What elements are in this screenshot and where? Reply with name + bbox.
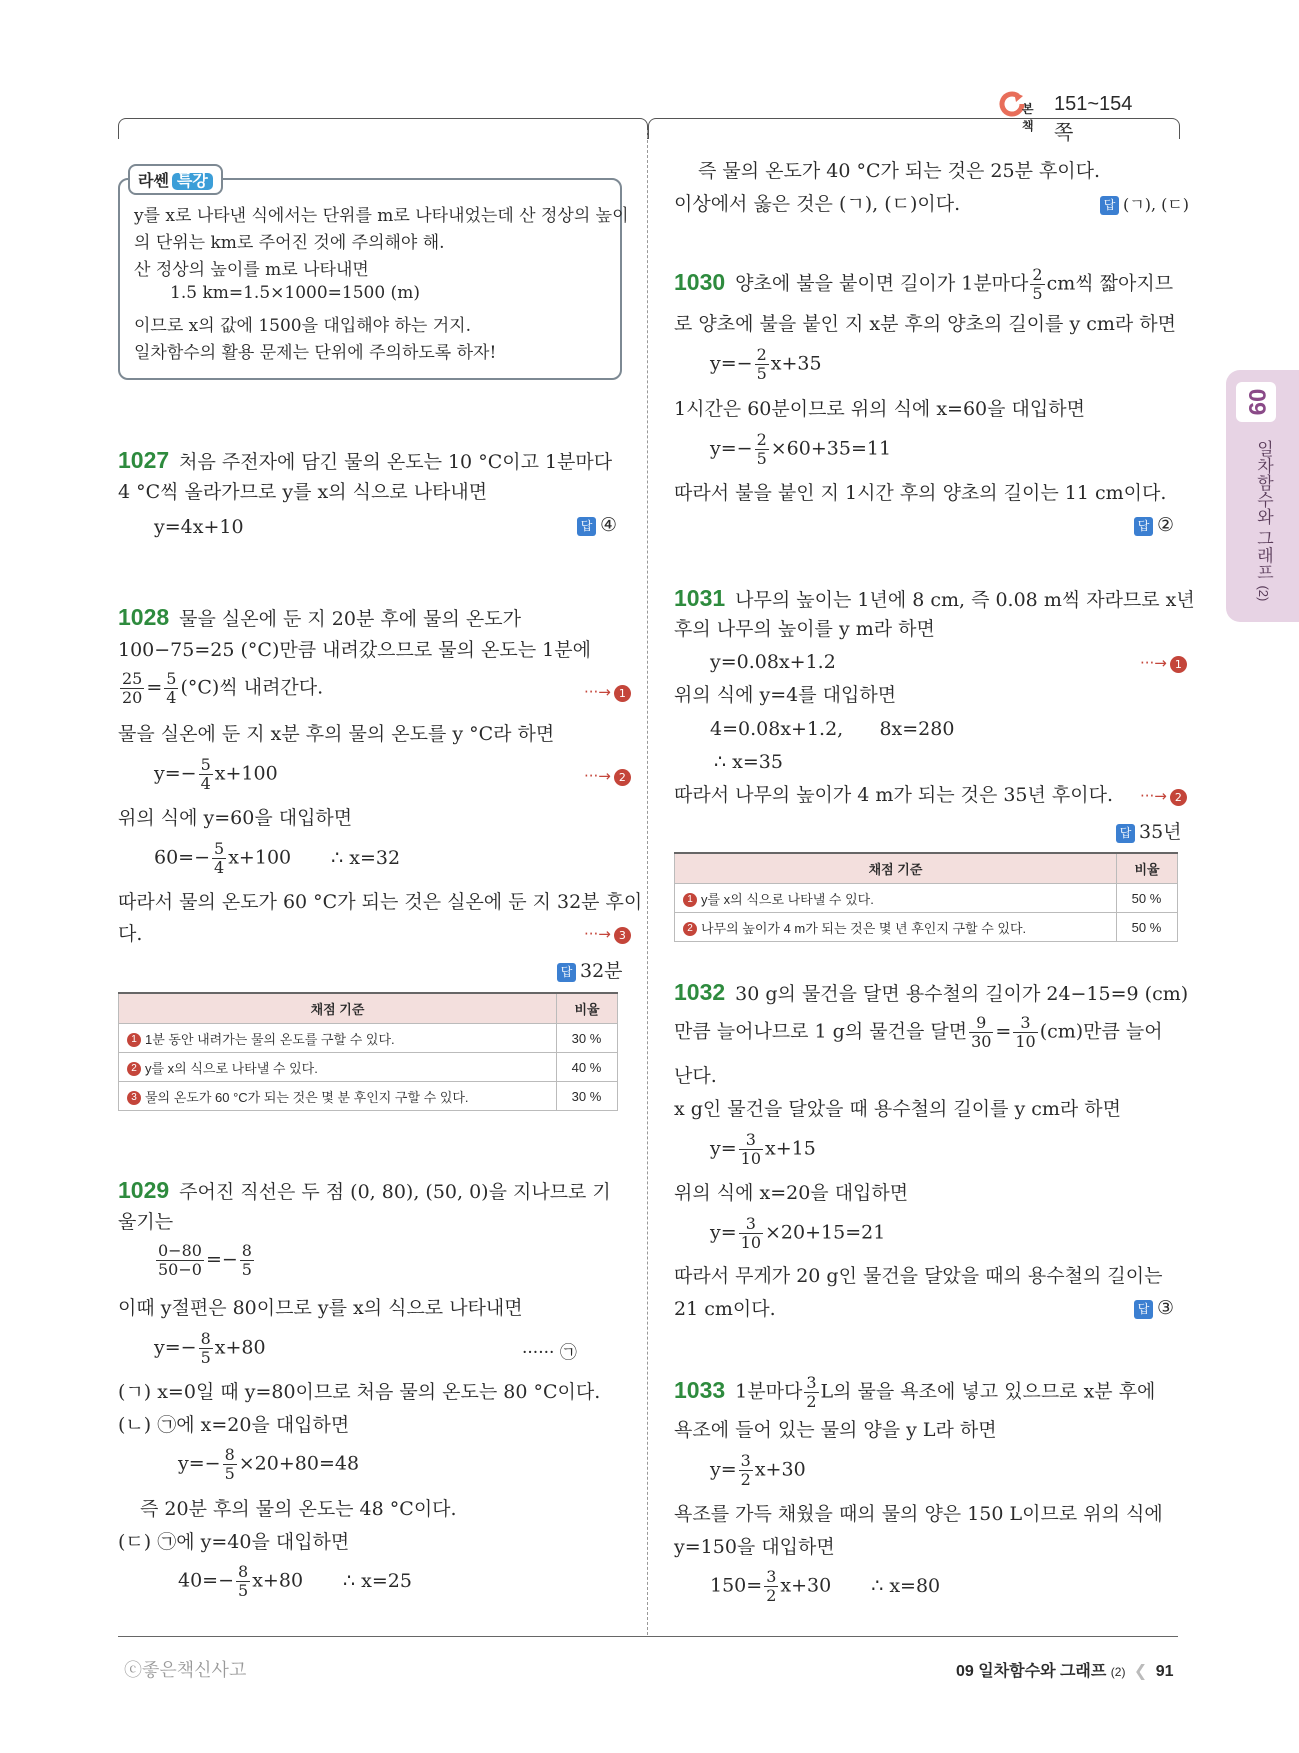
tip-line: 1.5 km=1.5×1000=1500 (m) (170, 283, 420, 303)
answer-1028 (557, 956, 623, 983)
tip-line: y를 x로 나타낸 식에서는 단위를 m로 나타내었는데 산 정상의 높이 (134, 206, 629, 226)
problem-1033-line (674, 1374, 1155, 1411)
tip-line: 일차함수의 활용 문제는 단위에 주의하도록 하자! (134, 343, 497, 363)
text: ∴ x=80 (871, 1574, 941, 1597)
text-line: x g인 물건을 달았을 때 용수철의 길이를 y cm라 하면 (674, 1098, 1121, 1120)
tip-line: 산 정상의 높이를 m로 나타내면 (134, 260, 369, 280)
criterion-number: 2 (127, 1062, 141, 1076)
fraction (223, 1446, 237, 1483)
text-line: 1시간은 60분이므로 위의 식에 x=60을 대입하면 (674, 398, 1085, 420)
fraction (755, 431, 769, 468)
criterion-number: 2 (683, 922, 697, 936)
numerator: 8 (224, 1445, 235, 1464)
answer-mark: 답 (1134, 517, 1153, 536)
problem-number: 1032 (674, 979, 726, 1005)
equation (710, 1215, 885, 1252)
answer-value: (ㄱ), (ㄷ) (1123, 195, 1190, 214)
left-frame (118, 118, 648, 139)
table-header: 비율 (557, 993, 618, 1024)
denominator: 5 (756, 449, 767, 468)
text: 30 g의 물건을 달면 용수철의 길이가 24−15=9 (cm) (735, 983, 1189, 1005)
text-line: 욕조를 가득 채웠을 때의 물의 양은 150 L이므로 위의 식에 (674, 1503, 1163, 1525)
answer-value: 32분 (580, 960, 623, 982)
answer-value: ② (1157, 514, 1175, 536)
answer-1032 (1134, 1297, 1174, 1319)
fraction (240, 1242, 254, 1279)
denominator: 10 (1015, 1032, 1036, 1051)
text-line: 따라서 불을 붙인 지 1시간 후의 양초의 길이는 11 cm이다. (674, 482, 1167, 504)
table-header: 채점 기준 (119, 993, 557, 1024)
problem-1031-line (674, 586, 1195, 612)
equation: y=0.08x+1.2 (710, 651, 836, 673)
numerator: 3 (806, 1373, 817, 1392)
equation (710, 1131, 816, 1168)
text: ×20+15=21 (765, 1221, 886, 1244)
chapter-side-tab (1226, 370, 1299, 622)
text: y= (710, 1221, 737, 1244)
equation (154, 1330, 266, 1367)
denominator: 2 (806, 1392, 817, 1411)
numerator: 3 (740, 1451, 751, 1470)
fraction (212, 840, 226, 877)
criterion-ratio: 30 % (557, 1082, 618, 1111)
criterion-text: y를 x의 식으로 나타낼 수 있다. (145, 1060, 318, 1076)
fraction (755, 346, 769, 383)
text-line: 이때 y절편은 80이므로 y를 x의 식으로 나타내면 (118, 1297, 523, 1319)
fraction (236, 1563, 250, 1600)
numerator: 8 (238, 1562, 249, 1581)
text-line: y=150을 대입하면 (674, 1536, 835, 1558)
text-line: 즉 물의 온도가 40 °C가 되는 것은 25분 후이다. (698, 160, 1101, 182)
denominator: 50−0 (158, 1260, 202, 1279)
numerator: 2 (756, 430, 767, 449)
text-line: 로 양초에 불을 붙인 지 x분 후의 양초의 길이를 y cm라 하면 (674, 313, 1176, 335)
text: y= (710, 1137, 737, 1160)
numerator: 5 (200, 755, 211, 774)
chapter-title-sub: (2) (1256, 585, 1271, 602)
equation (154, 756, 278, 793)
text: y=− (154, 762, 197, 785)
chevron-left-icon: ❮ (1133, 1663, 1148, 1680)
text-line: 난다. (674, 1065, 717, 1087)
text: ×20+80=48 (238, 1452, 360, 1475)
equation (154, 840, 400, 877)
problem-1027-line (118, 448, 612, 474)
criterion-ratio: 30 % (557, 1024, 618, 1053)
fraction (739, 1452, 753, 1489)
table-header: 채점 기준 (675, 853, 1117, 884)
text: x+100 (214, 762, 278, 785)
criterion-text: y를 x의 식으로 나타낼 수 있다. (701, 891, 874, 907)
denominator: 5 (1032, 284, 1043, 303)
step-marker-2: ···→ 2 (1140, 787, 1187, 806)
equation: ∴ x=35 (714, 751, 783, 773)
text: 양초에 불을 붙이면 길이가 1분마다 (735, 272, 1029, 295)
column-divider (647, 130, 648, 1635)
text-line: (ㄷ) ㉠에 y=40을 대입하면 (118, 1531, 350, 1553)
step-marker-1: ···→ 1 (1140, 654, 1187, 673)
text: y=− (154, 1336, 197, 1359)
text: ×60+35=11 (770, 437, 892, 460)
problem-number: 1030 (674, 268, 726, 295)
text-line: (ㄴ) ㉠에 x=20을 대입하면 (118, 1414, 350, 1436)
denominator: 30 (971, 1032, 992, 1051)
tip-tab (128, 164, 223, 195)
problem-1032-line (674, 980, 1188, 1006)
fraction (764, 1568, 778, 1605)
table-row (119, 1024, 618, 1053)
numerator: 2 (1032, 265, 1043, 284)
page-range: 151~154쪽 (1054, 93, 1133, 144)
tip-tab-a: 라쎈 (138, 173, 169, 190)
answer-value: ④ (600, 514, 618, 536)
text: 처음 주전자에 담긴 물의 온도는 10 °C이고 1분마다 (179, 451, 613, 473)
problem-1028-line (118, 605, 521, 631)
chapter-title (1236, 440, 1276, 601)
equation: y=4x+10 (154, 516, 244, 538)
text-line: 4 °C씩 올라가므로 y를 x의 식으로 나타내면 (118, 481, 488, 503)
text-line: 21 cm이다. (674, 1298, 776, 1320)
equation (710, 431, 891, 468)
criterion-number: 3 (127, 1091, 141, 1105)
table-row (119, 1053, 618, 1082)
text: = (995, 1020, 1012, 1043)
criterion-text: 물의 온도가 60 °C가 되는 것은 몇 분 후인지 구할 수 있다. (145, 1089, 469, 1105)
criterion-number: 1 (127, 1033, 141, 1047)
tip-line: 의 단위는 km로 주어진 것에 주의해야 해. (134, 233, 445, 253)
problem-number: 1029 (118, 1177, 170, 1203)
fraction-line: $\frac{25}{20}$ = $\frac{5}{4}$ (°C)씩 내려간다. (122, 669, 324, 707)
equation (710, 1568, 940, 1605)
scoring-table-1028 (118, 992, 618, 1111)
numerator: 5 (214, 839, 225, 858)
text-line: 후의 나무의 높이를 y m라 하면 (674, 618, 935, 640)
numerator: 25 (122, 669, 143, 688)
text: =− (205, 1248, 238, 1271)
right-frame (648, 118, 1180, 139)
text: (°C)씩 내려간다. (180, 676, 324, 699)
numerator: 8 (200, 1329, 211, 1348)
footer-chapter (956, 1658, 1174, 1681)
text: 1분마다 (735, 1380, 803, 1403)
answer-value: 35년 (1139, 821, 1182, 843)
criterion-ratio: 50 % (1117, 884, 1178, 913)
fraction (156, 1242, 204, 1279)
text: ∴ x=32 (331, 846, 401, 869)
table-row (675, 913, 1178, 942)
criterion-text: 나무의 높이가 4 m가 되는 것은 몇 년 후인지 구할 수 있다. (701, 920, 1027, 936)
fraction (1030, 266, 1044, 303)
denominator: 2 (766, 1586, 777, 1605)
text: 60=− (154, 846, 211, 869)
step-marker-1: ···→ 1 (584, 683, 631, 702)
answer-1027 (577, 514, 617, 536)
text: x+30 (754, 1458, 806, 1481)
text-line: 즉 20분 후의 물의 온도는 48 °C이다. (140, 1498, 457, 1520)
text-line: 따라서 무게가 20 g인 물건을 달았을 때의 용수철의 길이는 (674, 1265, 1163, 1287)
numerator: 3 (1013, 1014, 1037, 1033)
problem-1029-line (118, 1178, 611, 1204)
fraction (1013, 1014, 1037, 1051)
text: L의 물을 욕조에 넣고 있으므로 x분 후에 (820, 1380, 1156, 1403)
denominator: 5 (756, 364, 767, 383)
text: x+35 (770, 352, 822, 375)
equation (154, 1242, 256, 1279)
numerator: 3 (766, 1567, 777, 1586)
answer-mark: 답 (577, 517, 596, 536)
fraction-line (674, 1014, 1163, 1051)
denominator: 2 (740, 1470, 751, 1489)
text-line: 울기는 (118, 1211, 174, 1233)
criterion-text: 1분 동안 내려가는 물의 온도를 구할 수 있다. (145, 1031, 395, 1047)
criterion-ratio: 50 % (1117, 913, 1178, 942)
text-line: (ㄱ) x=0일 때 y=80이므로 처음 물의 온도는 80 °C이다. (118, 1381, 601, 1403)
answer-1031 (1116, 817, 1182, 844)
fraction (199, 1330, 213, 1367)
text-line: 이상에서 옳은 것은 (ㄱ), (ㄷ)이다. (674, 193, 961, 215)
text: x+80 (252, 1569, 304, 1592)
text: 주어진 직선은 두 점 (0, 80), (50, 0)을 지나므로 기 (179, 1181, 611, 1203)
problem-number: 1033 (674, 1376, 726, 1403)
numerator: 2 (756, 345, 767, 364)
denominator: 10 (740, 1149, 762, 1168)
text: x+30 (780, 1574, 832, 1597)
denominator: 5 (241, 1260, 252, 1279)
answer-mark: 답 (1100, 196, 1119, 215)
text-line: 다. (118, 923, 143, 945)
denominator: 5 (224, 1464, 235, 1483)
equation: 4=0.08x+1.2, 8x=280 (710, 718, 955, 740)
problem-number: 1031 (674, 585, 726, 611)
text-line: 위의 식에 x=20을 대입하면 (674, 1182, 909, 1204)
text: 물을 실온에 둔 지 20분 후에 물의 온도가 (179, 608, 521, 630)
text: x+100 (228, 846, 292, 869)
chapter-title-text: 일차함수와 그래프 (1254, 440, 1273, 581)
fraction (164, 670, 178, 707)
answer-1029 (1100, 192, 1189, 215)
text-line: 100−75=25 (°C)만큼 내려갔으므로 물의 온도는 1분에 (118, 639, 591, 661)
denominator: 5 (238, 1581, 249, 1600)
fraction (199, 756, 213, 793)
fraction (120, 670, 144, 707)
step-marker-2: ···→ 2 (584, 767, 631, 786)
table-row (119, 1082, 618, 1111)
numerator: 8 (241, 1241, 252, 1260)
fraction (969, 1014, 993, 1051)
text: y=− (710, 437, 753, 460)
text: ∴ x=25 (343, 1569, 412, 1592)
page-number: 91 (1155, 1663, 1174, 1680)
equation (710, 1452, 806, 1489)
book-label: 본책 (1022, 102, 1034, 133)
text: x+15 (765, 1137, 816, 1160)
numerator: 5 (166, 669, 177, 688)
tip-line: 이므로 x의 값에 1500을 대입해야 하는 거지. (134, 316, 472, 336)
equation (710, 346, 822, 383)
tip-tab-b: 특강 (172, 173, 213, 190)
text: cm씩 짧아지므 (1046, 272, 1174, 295)
problem-1030-line (674, 266, 1173, 303)
copyright: ⓒ좋은책신사고 (124, 1660, 247, 1680)
fraction (739, 1215, 763, 1252)
numerator: 3 (739, 1215, 763, 1234)
denominator: 4 (166, 688, 177, 707)
fraction (804, 1374, 818, 1411)
footer-chapter-title: 09 일차함수와 그래프 (956, 1663, 1107, 1680)
denominator: 10 (740, 1233, 762, 1252)
footer-rule (118, 1636, 1178, 1637)
denominator: 20 (122, 688, 143, 707)
step-marker-3: ···→ 3 (584, 925, 631, 944)
text: 만큼 늘어나므로 1 g의 물건을 달면 (674, 1020, 968, 1043)
text: x+80 (214, 1336, 266, 1359)
table-row (675, 884, 1178, 913)
answer-mark: 답 (557, 963, 576, 982)
text: 나무의 높이는 1년에 8 cm, 즉 0.08 m씩 자라므로 x년 (735, 589, 1195, 611)
text-line: 따라서 나무의 높이가 4 m가 되는 것은 35년 후이다. (674, 784, 1114, 806)
criterion-ratio: 40 % (557, 1053, 618, 1082)
problem-number: 1028 (118, 604, 170, 630)
text: (cm)만큼 늘어 (1039, 1020, 1163, 1043)
text: 150= (710, 1574, 763, 1597)
answer-value: ③ (1157, 1297, 1175, 1319)
answer-mark: 답 (1116, 824, 1135, 843)
text: 40=− (178, 1569, 235, 1592)
footer-chapter-sub: (2) (1110, 1665, 1126, 1679)
text: y=− (178, 1452, 221, 1475)
denominator: 4 (214, 858, 225, 877)
answer-1030 (1134, 514, 1174, 536)
denominator: 4 (200, 774, 211, 793)
text: y= (710, 1458, 737, 1481)
equation (178, 1563, 412, 1600)
scoring-table-1031 (674, 852, 1178, 942)
equation-label: ······ ㉠ (522, 1343, 577, 1363)
numerator: 9 (969, 1014, 993, 1033)
fraction (739, 1131, 763, 1168)
problem-number: 1027 (118, 447, 170, 473)
text-line: 물을 실온에 둔 지 x분 후의 물의 온도를 y °C라 하면 (118, 723, 555, 745)
text-line: 위의 식에 y=60을 대입하면 (118, 807, 353, 829)
text-line: 따라서 물의 온도가 60 °C가 되는 것은 실온에 둔 지 32분 후이 (118, 891, 643, 913)
numerator: 0−80 (158, 1241, 202, 1260)
equation (178, 1446, 359, 1483)
denominator: 5 (200, 1348, 211, 1367)
text: y=− (710, 352, 753, 375)
text-line: 욕조에 들어 있는 물의 양을 y L라 하면 (674, 1419, 997, 1441)
table-header: 비율 (1117, 853, 1178, 884)
answer-mark: 답 (1134, 1300, 1153, 1319)
chapter-number: 09 (1236, 382, 1276, 422)
numerator: 3 (739, 1131, 763, 1150)
criterion-number: 1 (683, 893, 697, 907)
text-line: 위의 식에 y=4를 대입하면 (674, 684, 897, 706)
